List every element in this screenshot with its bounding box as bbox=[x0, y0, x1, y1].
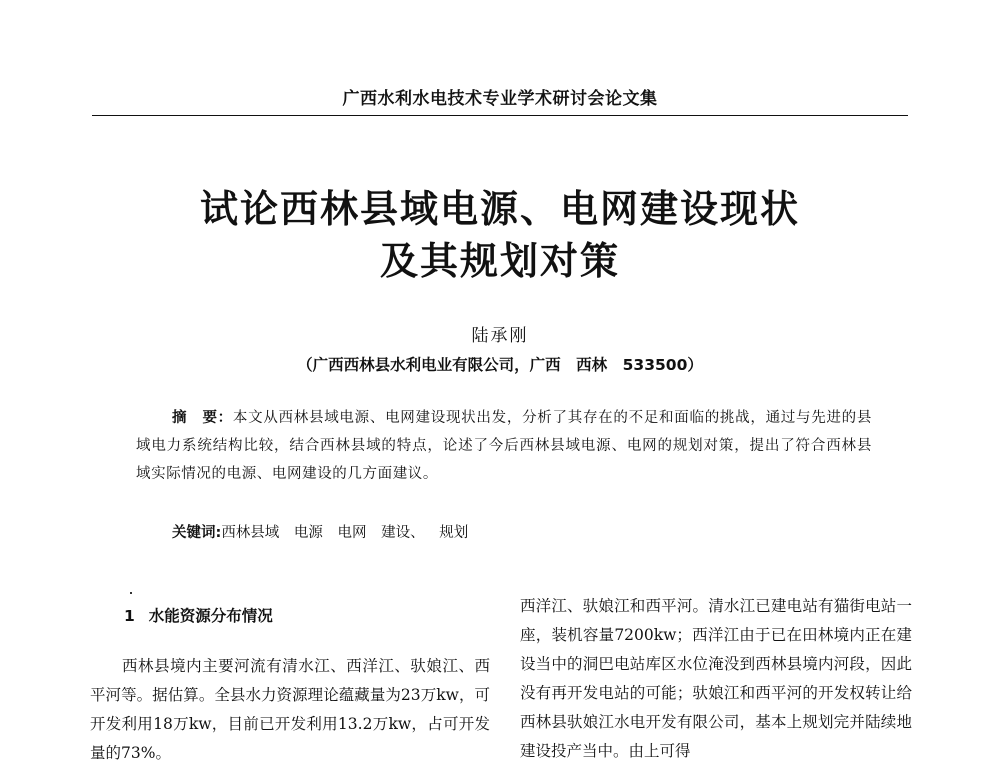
keyword: 电源 bbox=[293, 525, 323, 541]
journal-header: 广西水利水电技术专业学术研讨会论文集 bbox=[342, 89, 658, 109]
abstract-text: 本文从西林县域电源、电网建设现状出发，分析了其存在的不足和面临的挑战，通过与先进的县域电力系统结构比较，结合西林县域的特点，论述了今后西林县域电源、电网的规划对策，提出了符合西林县域实际情况的电源、电网建设的几方面建议。 bbox=[136, 410, 872, 482]
abstract-label: 摘 要： bbox=[172, 410, 233, 426]
section-number: 1 bbox=[124, 607, 135, 625]
keywords bbox=[172, 521, 872, 542]
keyword: 建设、 bbox=[381, 525, 425, 541]
paper-title-line-2: 及其规划对策 bbox=[379, 238, 620, 283]
left-column-paragraph: 西林县境内主要河流有清水江、西洋江、驮娘江、西平河等。据估算。全县水力资源理论蕴藏量为23万kw，可开发利用18万kw，目前已开发利用13.2万kw，占可开发量的73%。 bbox=[90, 657, 490, 762]
keywords-label: 关键词: bbox=[172, 525, 222, 541]
keyword: 规划 bbox=[439, 525, 469, 541]
keyword: 西林县域 bbox=[221, 525, 280, 541]
author-affiliation: （广西西林县水利电业有限公司，广西 西林 533500） bbox=[297, 356, 703, 374]
scan-mark bbox=[130, 592, 132, 594]
abstract bbox=[136, 404, 872, 488]
section-title: 水能资源分布情况 bbox=[148, 607, 273, 625]
right-column-paragraph: 西洋江、驮娘江和西平河。清水江已建电站有猫街电站一座，装机容量7200kw；西洋江由于已在田林境内正在建设当中的洞巴电站库区水位淹没到西林县境内河段，因此没有再开发电站的可能；驮娘江和西平河的开发权转让给西林县驮娘江水电开发有限公司，基本上规划完并陆续地建设投产当中。由上可得 bbox=[520, 597, 912, 760]
author-name: 陆承刚 bbox=[471, 326, 529, 346]
section-heading bbox=[124, 604, 273, 626]
keyword: 电网 bbox=[337, 525, 367, 541]
header-rule bbox=[92, 115, 908, 116]
paper-title-line-1: 试论西林县域电源、电网建设现状 bbox=[199, 186, 800, 231]
